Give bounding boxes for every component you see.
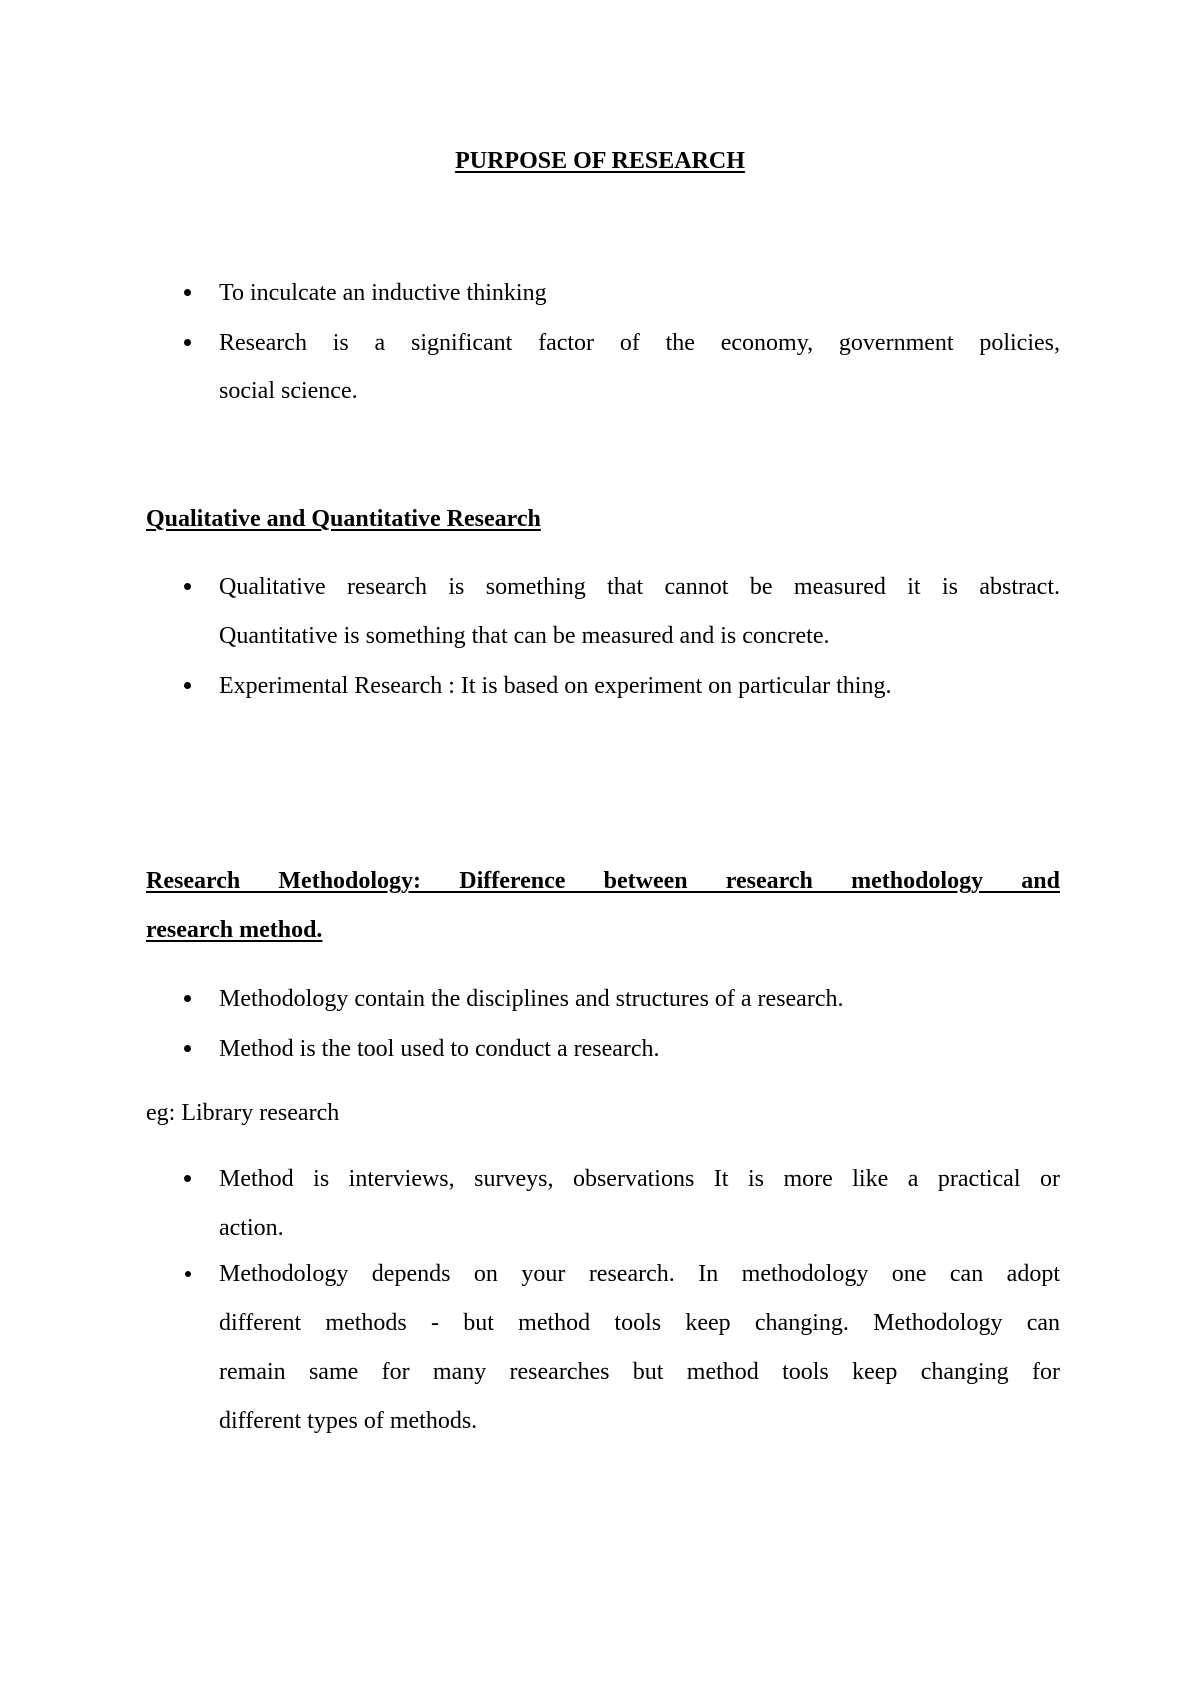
list-item-line: social science.	[219, 378, 358, 404]
section-heading-line: Research Methodology: Difference between research methodology and	[146, 868, 1060, 894]
section-heading-qualitative-quantitative: Qualitative and Quantitative Research	[146, 506, 541, 532]
section-heading-line: research method.	[146, 917, 323, 943]
example-text: eg: Library research	[146, 1100, 340, 1126]
list-item-line: remain same for many researches but method tools keep changing for	[219, 1359, 1060, 1385]
list-item-line: different methods - but method tools keep changing. Methodology can	[219, 1310, 1060, 1336]
bullet-icon	[184, 583, 191, 590]
bullet-icon	[184, 339, 191, 346]
bullet-icon	[184, 682, 191, 689]
list-item-line: Quantitative is something that can be measured and is concrete.	[219, 623, 830, 649]
list-item: To inculcate an inductive thinking	[219, 280, 547, 306]
list-item: Methodology contain the disciplines and structures of a research.	[219, 986, 844, 1012]
list-item-line: different types of methods.	[219, 1408, 478, 1434]
list-item-line: Research is a significant factor of the economy, government policies,	[219, 330, 1060, 356]
list-item-line: Method is interviews, surveys, observations It is more like a practical or	[219, 1166, 1060, 1192]
page-title: PURPOSE OF RESEARCH	[455, 148, 745, 174]
list-item-line: Qualitative research is something that cannot be measured it is abstract.	[219, 574, 1060, 600]
bullet-icon	[185, 1271, 191, 1277]
bullet-icon	[184, 1175, 191, 1182]
list-item-line: Methodology depends on your research. In methodology one can adopt	[219, 1261, 1060, 1287]
bullet-icon	[184, 289, 191, 296]
bullet-icon	[184, 1045, 191, 1052]
list-item: Experimental Research : It is based on experiment on particular thing.	[219, 673, 892, 699]
list-item-line: action.	[219, 1215, 284, 1241]
bullet-icon	[184, 995, 191, 1002]
list-item: Method is the tool used to conduct a research.	[219, 1036, 660, 1062]
